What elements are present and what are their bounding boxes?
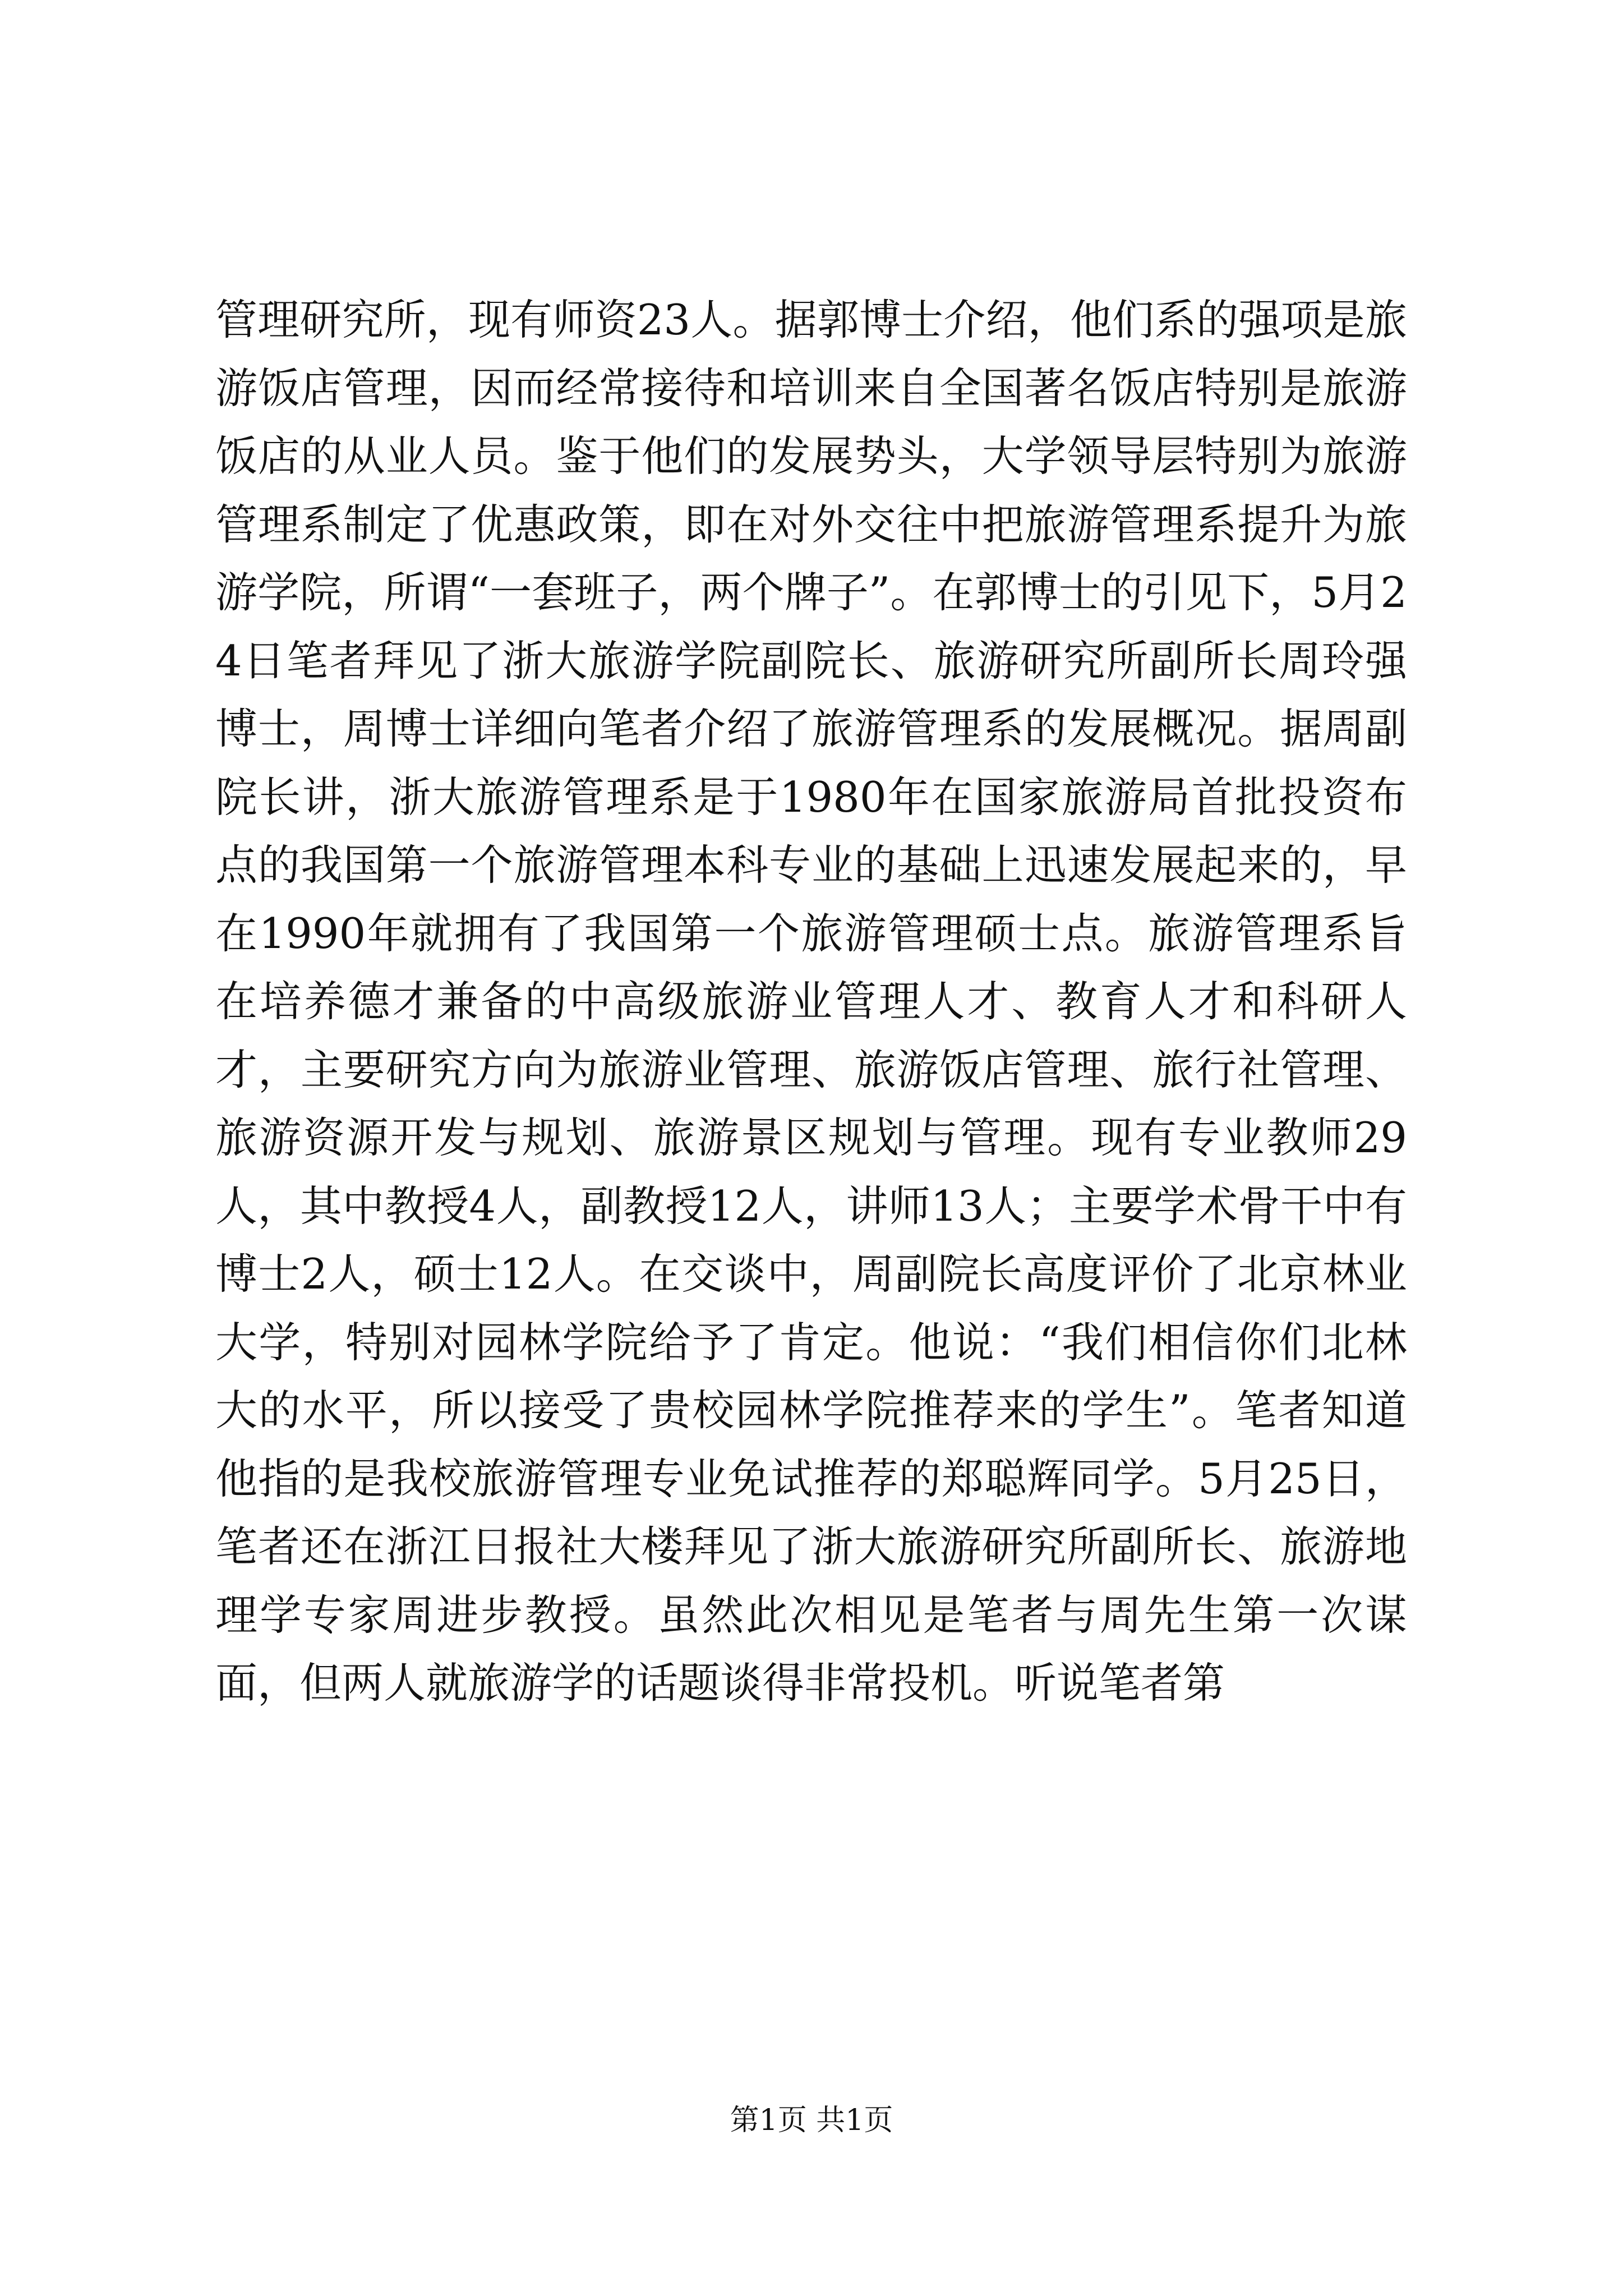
- body-paragraph: 管理研究所，现有师资23人。据郭博士介绍，他们系的强项是旅游饭店管理，因而经常接待和培训来自全国著名饭店特别是旅游饭店的从业人员。鉴于他们的发展势头，大学领导层特别为旅游管理系制定了优惠政策，即在对外交往中把旅游管理系提升为旅游学院，所谓“一套班子，两个牌子”。在郭博士的引见下，5月24日笔者拜见了浙大旅游学院副院长、旅游研究所副所长周玲强博士，周博士详细向笔者介绍了旅游管理系的发展概况。据周副院长讲，浙大旅游管理系是于1980年在国家旅游局首批投资布点的我国第一个旅游管理本科专业的基础上迅速发展起来的，早在1990年就拥有了我国第一个旅游管理硕士点。旅游管理系旨在培养德才兼备的中高级旅游业管理人才、教育人才和科研人才，主要研究方向为旅游业管理、旅游饭店管理、旅行社管理、旅游资源开发与规划、旅游景区规划与管理。现有专业教师29人，其中教授4人，副教授12人，讲师13人；主要学术骨干中有博士2人，硕士12人。在交谈中，周副院长高度评价了北京林业大学，特别对园林学院给予了肯定。他说：“我们相信你们北林大的水平，所以接受了贵校园林学院推荐来的学生”。笔者知道他指的是我校旅游管理专业免试推荐的郑聪辉同学。5月25日，笔者还在浙江日报社大楼拜见了浙大旅游研究所副所长、旅游地理学专家周进步教授。虽然此次相见是笔者与周先生第一次谋面，但两人就旅游学的话题谈得非常投机。听说笔者第: [215, 295, 1407, 1708]
- page-footer: 第1页 共1页: [730, 2104, 893, 2137]
